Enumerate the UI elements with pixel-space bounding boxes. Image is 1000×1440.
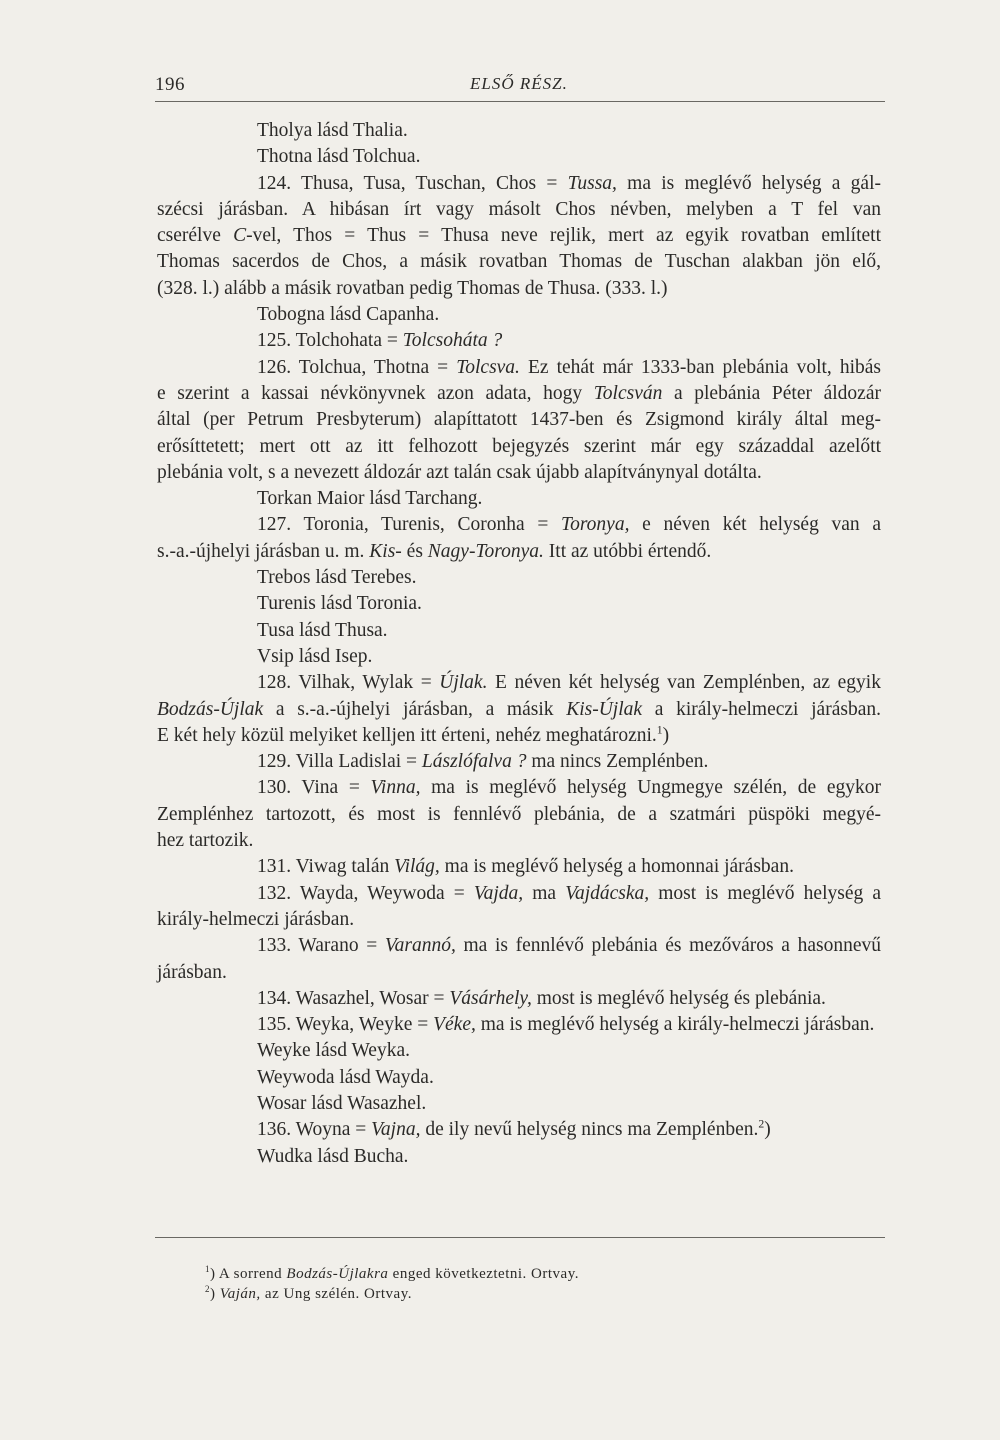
text-line: Tusa lásd Thusa. [257,619,388,641]
italic-text: Vajdácska, [565,882,650,904]
text-line: szécsi járásban. A hibásan írt vagy másolt Chos névben, melyben a T fel van [157,198,881,220]
text-line: e szerint a kassai névkönyvnek azon adata, hogy Tolcsván a plebánia Péter áldozár [157,382,881,404]
italic-text: Vajna, [371,1119,421,1141]
italic-text: Kis-Újlak [566,698,643,720]
italic-text: Vinna, [370,777,421,799]
text-line: 125. Tolchohata = Tolcsoháta ? [257,330,503,352]
italic-text: Újlak. [439,672,488,694]
text-line: 128. Vilhak, Wylak = Újlak. E néven két helység van Zemplénben, az egyik [257,672,881,694]
text-line: által (per Petrum Presbyterum) alapíttatott 1437-ben és Zsigmond király által meg- [157,409,881,431]
italic-text: Bodzás-Újlak [157,698,264,720]
text-line: 136. Woyna = Vajna, de ily nevű helység nincs ma Zemplénben.$^2$) [257,1117,771,1141]
text-line: hez tartozik. [157,830,254,852]
text-line: Turenis lásd Toronia. [257,593,422,615]
footnote-rule [155,1237,885,1238]
text-line: 129. Villa Ladislai = Lászlófalva ? ma nincs Zemplénben. [257,751,709,773]
italic-text: Tolcsva. [456,356,520,378]
text-line: 133. Warano = Varannó, ma is fennlévő plebánia és mezőváros a hasonnevű [257,935,881,957]
italic-text: Vaján, [219,1286,261,1302]
text-line: cserélve C-vel, Thos = Thus = Thusa neve rejlik, mert az egyik rovatban említett [157,225,882,247]
text-line: járásban. [157,961,227,983]
text-line: Torkan Maior lásd Tarchang. [257,488,483,510]
italic-text: Tussa, [567,172,617,194]
italic-text: Vajda, [473,882,524,904]
page-body [157,118,881,1170]
italic-text: Kis- [369,540,402,562]
italic-text: Tolcsván [593,382,663,404]
text-line: 135. Weyka, Weyke = Véke, ma is meglévő helység a király-helmeczi járásban. [257,1014,875,1036]
footnote: $^2$) Vaján, az Ung szélén. Ortvay. [205,1284,412,1302]
italic-text: Tolcsoháta ? [402,330,503,352]
footnotes [205,1264,579,1304]
text-line: 126. Tolchua, Thotna = Tolcsva. Ez tehát már 1333-ban plebánia volt, hibás [257,356,881,378]
text-line: erősíttetett; mert ott az itt felhozott bejegyzés szerint már egy századdal azelőtt [157,435,881,457]
text-line: Weyke lásd Weyka. [257,1040,410,1062]
text-line: Wudka lásd Bucha. [257,1145,409,1167]
italic-text: C [233,225,247,247]
text-line: király-helmeczi járásban. [157,908,355,930]
text-line: 134. Wasazhel, Wosar = Vásárhely, most is meglévő helység és plebánia. [257,987,826,1009]
text-line: 124. Thusa, Tusa, Tuschan, Chos = Tussa, ma is meglévő helység a gál- [257,172,881,194]
italic-text: Vásárhely, [449,987,532,1009]
text-line: Tobogna lásd Capanha. [257,304,440,326]
italic-text: Világ, [394,856,440,878]
text-line: (328. l.) alább a másik rovatban pedig Thomas de Thusa. (333. l.) [157,277,668,299]
footnote-marker: 2 [758,1117,765,1131]
italic-text: Varannó, [384,935,456,957]
text-line: 131. Viwag talán Világ, ma is meglévő helység a homonnai járásban. [257,856,794,878]
text-line: Thomas sacerdos de Chos, a másik rovatban Thomas de Tuschan alakban jön elő, [157,251,881,273]
text-line: E két hely közül melyiket kelljen itt érteni, nehéz meghatározni.$^1$) [157,723,670,746]
text-line: Wosar lásd Wasazhel. [257,1092,427,1114]
text-line: Thotna lásd Tolchua. [257,146,421,168]
running-head: ELSŐ RÉSZ. [470,74,568,93]
text-line: Weywoda lásd Wayda. [257,1066,434,1088]
text-line: s.-a.-újhelyi járásban u. m. Kis- és Nagy-Toronya. Itt az utóbbi értendő. [157,540,712,562]
italic-text: Bodzás-Újlakra [286,1266,389,1282]
header-rule [155,101,885,102]
text-line: Bodzás-Újlak a s.-a.-újhelyi járásban, a másik Kis-Újlak a király-helmeczi járásban. [157,698,881,720]
text-line: Tholya lásd Thalia. [257,120,408,141]
footnote-marker: 1 [205,1264,210,1274]
footnote-marker: 1 [656,723,663,737]
text-line: Vsip lásd Isep. [257,645,373,667]
text-line: Trebos lásd Terebes. [257,567,417,589]
text-line: Zemplénhez tartozott, és most is fennlévő plebánia, de a szatmári püspöki megyé- [157,803,881,825]
page-number: 196 [155,74,185,95]
text-line: 130. Vina = Vinna, ma is meglévő helység Ungmegye szélén, de egykor [257,777,881,799]
footnote-marker: 2 [205,1284,210,1294]
italic-text: Véke, [433,1014,476,1036]
text-line: plebánia volt, s a nevezett áldozár azt talán csak újabb alapítványnyal dotálta. [157,461,762,483]
footnote: $^1$) A sorrend Bodzás-Újlakra enged következtetni. Ortvay. [205,1264,579,1282]
italic-text: Lászlófalva ? [421,751,527,773]
text-line: 132. Wayda, Weywoda = Vajda, ma Vajdácska, most is meglévő helység a [257,882,881,904]
italic-text: Nagy-Toronya. [427,540,544,562]
italic-text: Toronya, [561,514,630,536]
text-line: 127. Toronia, Turenis, Coronha = Toronya, e néven két helység van a [257,514,881,536]
